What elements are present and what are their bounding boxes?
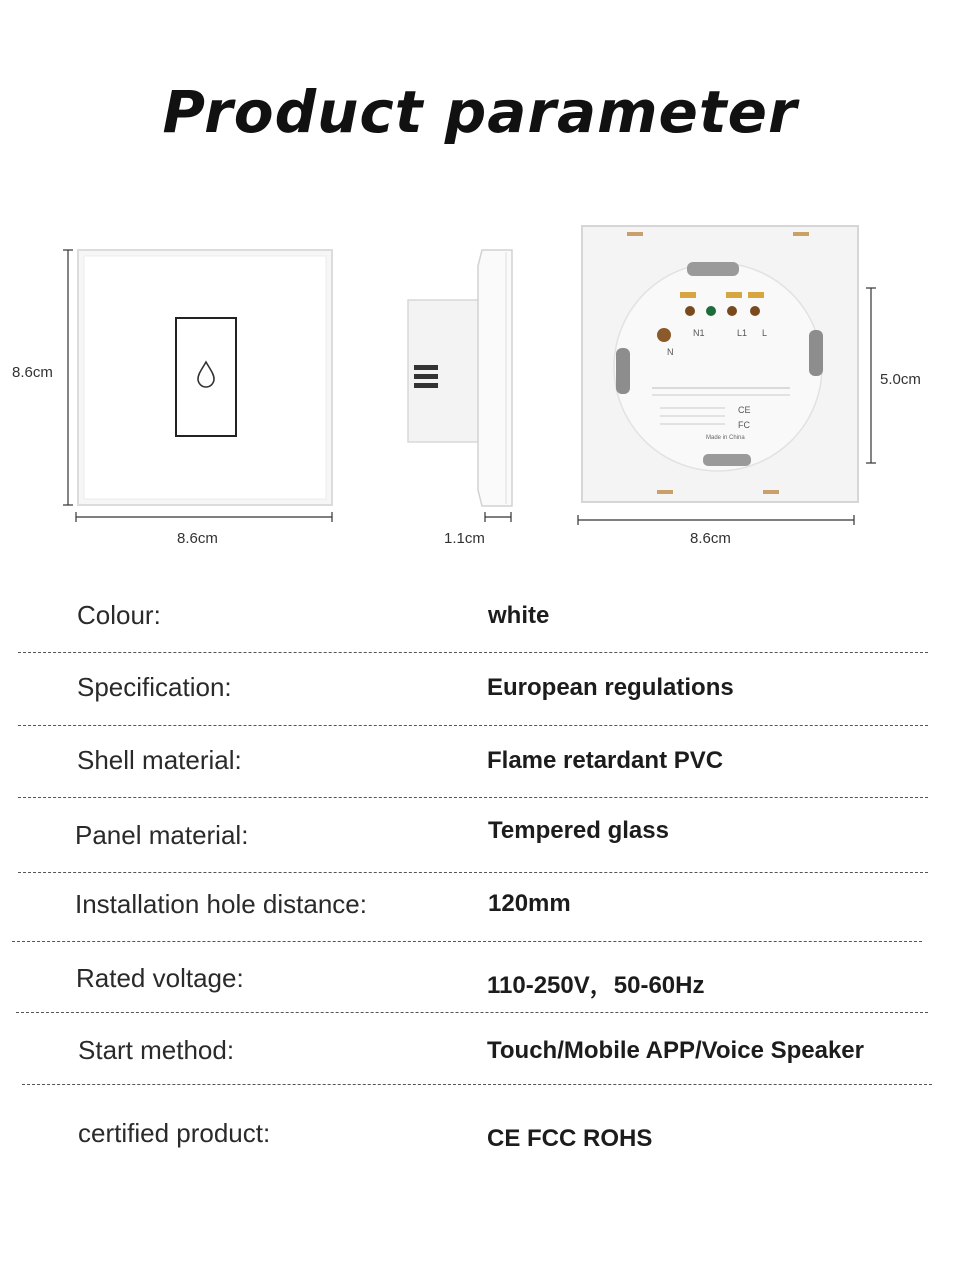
- back-width-label: 8.6cm: [690, 530, 731, 547]
- spec-value-panel-material: Tempered glass: [488, 817, 669, 844]
- terminal-l-label: L: [762, 328, 768, 338]
- row-divider: [18, 872, 928, 873]
- row-divider: [16, 1012, 928, 1013]
- front-width-label: 8.6cm: [177, 530, 218, 547]
- side-view: [408, 250, 512, 522]
- spec-label-rated-voltage: Rated voltage:: [76, 963, 244, 993]
- row-divider: [12, 941, 922, 942]
- back-view: [578, 226, 876, 525]
- terminal-n-label: N: [667, 347, 674, 357]
- terminal-l1-label: L1: [737, 328, 748, 338]
- side-depth-label: 1.1cm: [444, 530, 485, 547]
- row-divider: [22, 1084, 932, 1085]
- spec-value-certified-product: CE FCC ROHS: [487, 1125, 653, 1152]
- spec-value-shell-material: Flame retardant PVC: [487, 747, 724, 774]
- row-divider: [18, 652, 928, 653]
- ce-mark: CE: [738, 405, 751, 415]
- spec-label-shell-material: Shell material:: [77, 745, 242, 775]
- spec-value-rated-voltage: 110-250V，50-60Hz: [487, 972, 705, 999]
- spec-label-hole-distance: Installation hole distance:: [75, 889, 367, 919]
- made-in-label: Made in China: [706, 435, 745, 441]
- row-divider: [18, 797, 928, 798]
- spec-value-start-method: Touch/Mobile APP/Voice Speaker: [487, 1037, 864, 1064]
- spec-label-start-method: Start method:: [78, 1035, 235, 1065]
- spec-label-certified-product: certified product:: [78, 1118, 271, 1148]
- spec-label-colour: Colour:: [77, 600, 161, 630]
- spec-value-specification: European regulations: [487, 674, 734, 701]
- spec-value-hole-distance: 120mm: [488, 890, 571, 917]
- spec-label-specification: Specification:: [77, 672, 232, 702]
- page-title: Product parameter: [162, 78, 798, 146]
- row-divider: [18, 725, 928, 726]
- front-view: [63, 250, 332, 522]
- spec-value-colour: white: [488, 602, 550, 629]
- product-dimension-figures: [0, 0, 960, 580]
- front-height-label: 8.6cm: [12, 364, 53, 381]
- terminal-n1-label: N1: [693, 328, 705, 338]
- touch-key[interactable]: [176, 318, 236, 436]
- fcc-mark: FC: [738, 420, 750, 430]
- back-height-label: 5.0cm: [880, 371, 921, 388]
- spec-label-panel-material: Panel material:: [75, 820, 249, 850]
